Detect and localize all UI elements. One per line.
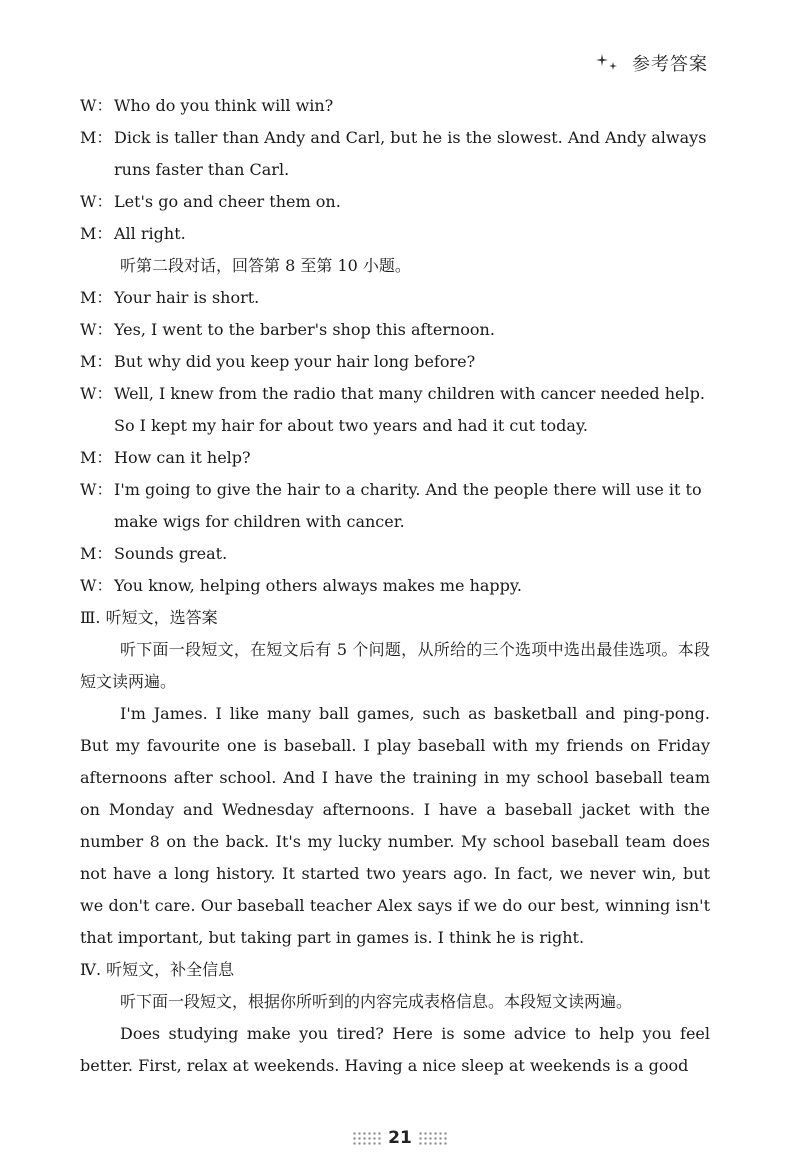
- dialog-line: [80, 442, 710, 474]
- utterance: I'm going to give the hair to a charity. And the people there will use it to make wigs for children with cancer.: [114, 480, 702, 531]
- speaker-label: M：: [80, 352, 113, 371]
- utterance: All right.: [114, 224, 186, 243]
- dialog-one: [80, 90, 710, 250]
- utterance: Who do you think will win?: [114, 96, 334, 115]
- page-header: [596, 50, 708, 76]
- dialog-line: [80, 282, 710, 314]
- utterance: How can it help?: [114, 448, 251, 467]
- speaker-label: W：: [80, 96, 113, 115]
- dialog-line: [80, 218, 710, 250]
- page-number: 21: [388, 1128, 412, 1148]
- speaker-label: M：: [80, 448, 113, 467]
- speaker-label: W：: [80, 384, 113, 403]
- section-four-instruction: 听下面一段短文，根据你所听到的内容完成表格信息。本段短文读两遍。: [120, 992, 633, 1011]
- utterance: But why did you keep your hair long before?: [114, 352, 476, 371]
- section-four-passage: Does studying make you tired? Here is some advice to help you feel better. First, relax at weekends. Having a nice sleep at weekends is a good: [80, 1024, 710, 1075]
- section-three-passage: I'm James. I like many ball games, such as basketball and ping-pong. But my favourite one is baseball. I play baseball with my friends on Friday afternoons after school. And I have the training in my school baseball team on Monday and Wednesday afternoons. I have a baseball jacket with the number 8 on the back. It's my lucky number. My school baseball team does not have a long history. It started two years ago. In fact, we never win, but we don't care. Our baseball teacher Alex says if we do our best, winning isn't that important, but taking part in games is. I think he is right.: [80, 704, 710, 947]
- dialog-line: [80, 314, 710, 346]
- dialog-line: [80, 378, 710, 442]
- dialog-line: [80, 538, 710, 570]
- speaker-label: W：: [80, 192, 113, 211]
- utterance: Yes, I went to the barber's shop this afternoon.: [114, 320, 495, 339]
- utterance: Dick is taller than Andy and Carl, but he is the slowest. And Andy always runs faster than Carl.: [114, 128, 707, 179]
- dialog-line: [80, 122, 710, 186]
- dialog-two: [80, 282, 710, 602]
- page-footer: [0, 1128, 800, 1148]
- section-three-title: Ⅲ. 听短文，选答案: [80, 608, 218, 627]
- speaker-label: W：: [80, 320, 113, 339]
- utterance: Well, I knew from the radio that many children with cancer needed help. So I kept my hair for about two years and had it cut today.: [114, 384, 705, 435]
- dialog-two-instruction: 听第二段对话，回答第 8 至第 10 小题。: [120, 256, 411, 275]
- dialog-line: [80, 474, 710, 538]
- dot-ornament-icon: [352, 1131, 382, 1145]
- dialog-line: [80, 186, 710, 218]
- section-four-title: Ⅳ. 听短文，补全信息: [80, 960, 235, 979]
- header-title: 参考答案: [632, 54, 708, 75]
- utterance: Your hair is short.: [114, 288, 260, 307]
- dialog-line: [80, 346, 710, 378]
- speaker-label: W：: [80, 576, 113, 595]
- utterance: Sounds great.: [114, 544, 228, 563]
- dialog-line: [80, 90, 710, 122]
- dialog-line: [80, 570, 710, 602]
- speaker-label: W：: [80, 480, 113, 499]
- dot-ornament-icon: [418, 1131, 448, 1145]
- speaker-label: M：: [80, 544, 113, 563]
- speaker-label: M：: [80, 224, 113, 243]
- speaker-label: M：: [80, 128, 113, 147]
- sparkle-icon: [596, 52, 622, 74]
- utterance: Let's go and cheer them on.: [114, 192, 341, 211]
- utterance: You know, helping others always makes me happy.: [114, 576, 522, 595]
- speaker-label: M：: [80, 288, 113, 307]
- page-content: [80, 90, 710, 1082]
- section-three-instruction: 听下面一段短文，在短文后有 5 个问题，从所给的三个选项中选出最佳选项。本段短文读两遍。: [80, 640, 710, 691]
